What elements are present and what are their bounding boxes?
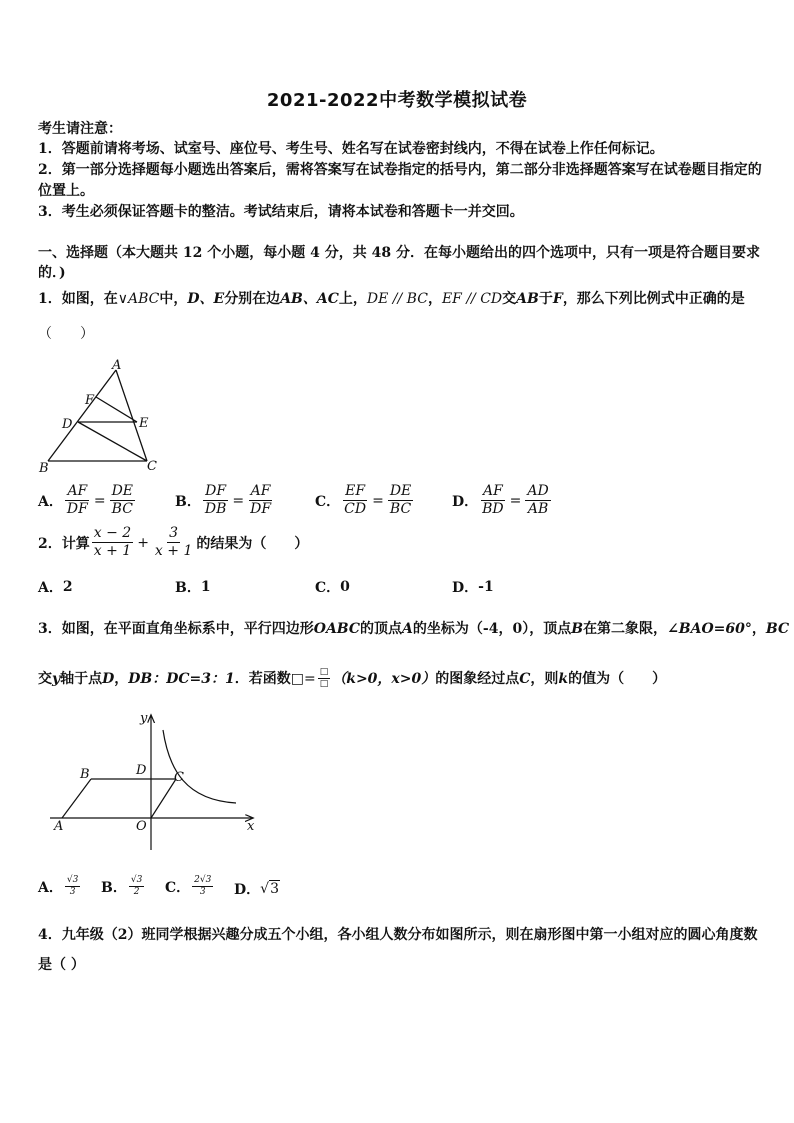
- question-3-option-c[interactable]: C． $\frac{2√3}{3}$: [165, 875, 212, 897]
- question-1-option-d[interactable]: D． $\frac{AF}{BD}$ = $\frac{AD}{AB}$: [452, 483, 549, 517]
- notice-item-2: 2．第一部分选择题每小题选出答案后，需将答案写在试卷指定的括号内，第二部分非选择题答案写在试卷题目指定的: [38, 162, 762, 178]
- section-1-heading-cont: 的．): [38, 265, 66, 281]
- point-a-label: A: [54, 819, 64, 834]
- point-c-label: C: [147, 459, 157, 474]
- page-title: 2021-2022中考数学模拟试卷: [266, 90, 528, 111]
- segment-co: [151, 779, 176, 818]
- point-d-label: D: [136, 763, 147, 778]
- question-3-option-b[interactable]: B． $\frac{√3}{2}$: [101, 875, 143, 897]
- point-o-label: O: [136, 819, 147, 834]
- question-2-option-a[interactable]: A． 2: [38, 579, 73, 596]
- notice-heading: 考生请注意：: [38, 121, 122, 137]
- question-1-option-b[interactable]: B． $\frac{DF}{DB}$ = $\frac{AF}{DF}$: [175, 483, 272, 517]
- segment-dc: [78, 422, 147, 461]
- notice-item-3: 3．考生必须保证答题卡的整洁。考试结束后，请将本试卷和答题卡一并交回。: [38, 204, 524, 220]
- question-1-triangle-figure: [34, 358, 164, 476]
- function-fraction: $\frac{□}{□}$: [319, 667, 329, 689]
- question-4-stem-line-1: 4．九年级（2）班同学根据兴趣分成五个小组，各小组人数分布如图所示，则在扇形图中第一小组对应的圆心角度数: [38, 927, 758, 943]
- y-axis-label: y: [140, 711, 148, 726]
- question-1-option-a[interactable]: A． $\frac{AF}{DF}$ = $\frac{DE}{BC}$: [38, 483, 134, 517]
- point-a-label: A: [112, 358, 122, 373]
- question-3-option-a[interactable]: A． $\frac{√3}{3}$: [38, 875, 79, 897]
- point-b-label: B: [80, 767, 90, 782]
- question-3-coordinate-figure: [36, 708, 266, 856]
- question-1-answer-paren: （ ）: [38, 326, 94, 342]
- question-3-stem-line-2: 交 y 轴于点 D ， DB：DC=3：1 ．若函数 □ = $\frac{□}{□}$ （k>0，x>0） 的图象经过点 C ，则 k 的值为（ ）: [38, 667, 667, 689]
- question-2-option-d[interactable]: D． -1: [452, 579, 494, 596]
- point-d-label: D: [62, 417, 73, 432]
- question-3-stem-line-1: 3．如图，在平面直角坐标系中，平行四边形OABC的顶点A的坐标为（-4，0），顶点B在第二象限，∠BAO=60°，BC: [38, 621, 790, 637]
- notice-item-1: 1．答题前请将考场、试室号、座位号、考生号、姓名写在试卷密封线内，不得在试卷上作任何标记。: [38, 141, 664, 157]
- notice-item-2-cont: 位置上。: [38, 183, 94, 199]
- question-2-option-b[interactable]: B． 1: [175, 579, 211, 596]
- question-4-stem-line-2: 是（ ）: [38, 957, 85, 973]
- point-e-label: E: [139, 416, 149, 431]
- question-1-option-c[interactable]: C． $\frac{EF}{CD}$ = $\frac{DE}{BC}$: [315, 483, 412, 517]
- point-f-label: F: [85, 393, 95, 408]
- question-1-stem: 1．如图，在∨ABC中，D、E分别在边AB、AC上，DE // BC，EF // CD交AB于F，那么下列比例式中正确的是: [38, 291, 745, 307]
- hyperbola-curve: [163, 730, 236, 803]
- section-1-heading: 一、选择题（本大题共 12 个小题，每小题 4 分，共 48 分．在每小题给出的四个选项中，只有一项是符合题目要求: [38, 245, 760, 261]
- point-c-label: C: [174, 770, 184, 785]
- x-axis-label: x: [247, 819, 255, 834]
- point-b-label: B: [39, 461, 49, 476]
- question-2-stem: 2．计算 $\frac{x - 2}{x + 1}$ + $\frac{3}{x + 1}$ 的结果为（ ）: [38, 525, 309, 559]
- question-3-option-d[interactable]: D． √3: [234, 881, 279, 898]
- question-2-option-c[interactable]: C． 0: [315, 579, 350, 596]
- segment-fe: [96, 397, 137, 422]
- segment-ab: [62, 779, 91, 818]
- segment-ab: [48, 370, 116, 461]
